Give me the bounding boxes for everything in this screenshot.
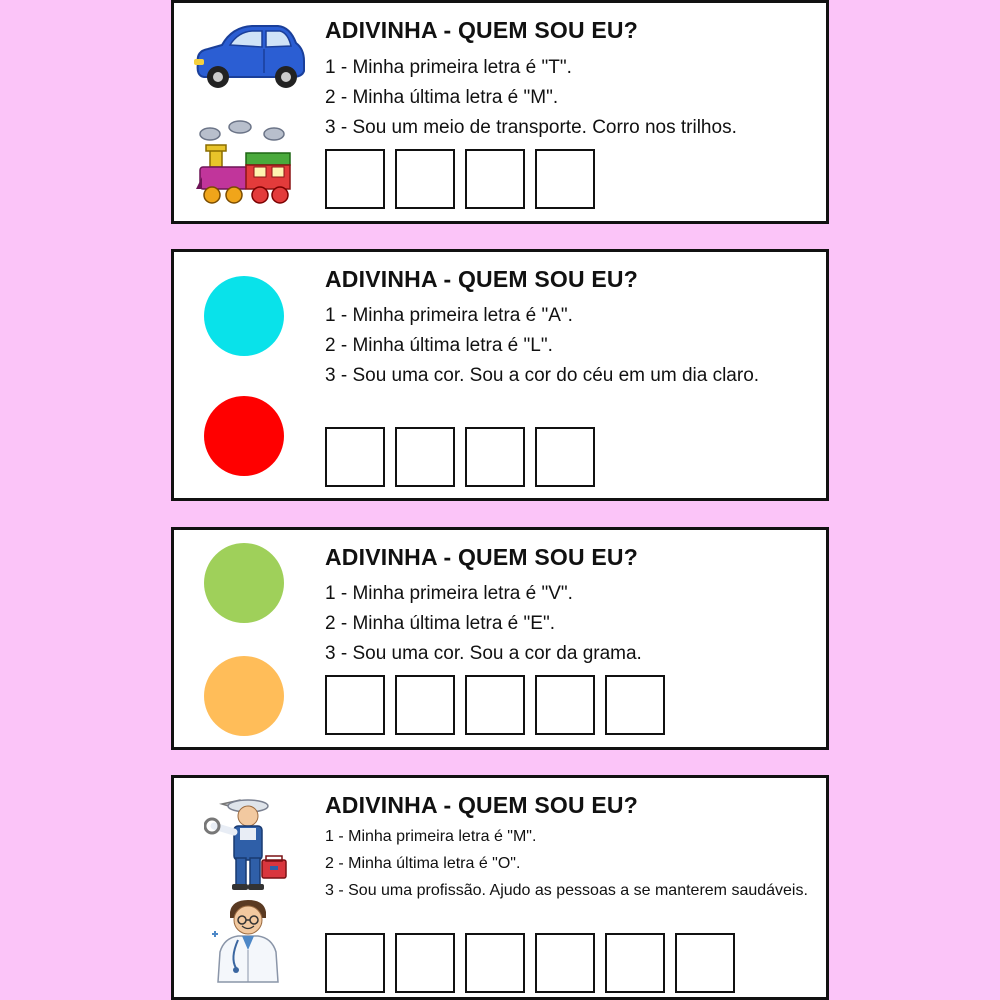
riddle-card-4 xyxy=(171,775,829,1000)
doctor-icon[interactable] xyxy=(208,898,288,984)
riddle-1-clue-3: 3 - Sou um meio de transporte. Corro nos trilhos. xyxy=(325,117,737,138)
riddle-2-answer-boxes xyxy=(325,427,605,487)
mechanic-icon[interactable] xyxy=(204,796,289,894)
riddle-1-title: ADIVINHA - QUEM SOU EU? xyxy=(325,17,638,43)
car-icon[interactable] xyxy=(192,21,307,89)
riddle-2-title: ADIVINHA - QUEM SOU EU? xyxy=(325,266,638,292)
letter-box-3[interactable] xyxy=(465,149,525,209)
riddle-4-clue-2: 2 - Minha última letra é "O". xyxy=(325,855,521,872)
letter-box-3[interactable] xyxy=(465,933,525,993)
riddle-3-clue-2: 2 - Minha última letra é "E". xyxy=(325,613,555,634)
riddle-4-answer-boxes xyxy=(325,933,745,993)
riddle-1-answer-boxes xyxy=(325,149,605,209)
riddle-3-clue-3: 3 - Sou uma cor. Sou a cor da grama. xyxy=(325,643,642,664)
riddle-card-3 xyxy=(171,527,829,750)
letter-box-2[interactable] xyxy=(395,933,455,993)
riddle-2-clue-1: 1 - Minha primeira letra é "A". xyxy=(325,305,573,326)
letter-box-5[interactable] xyxy=(605,675,665,735)
letter-box-6[interactable] xyxy=(675,933,735,993)
riddle-4-title: ADIVINHA - QUEM SOU EU? xyxy=(325,792,638,818)
letter-box-5[interactable] xyxy=(605,933,665,993)
letter-box-4[interactable] xyxy=(535,427,595,487)
riddle-4-clue-1: 1 - Minha primeira letra é "M". xyxy=(325,828,537,845)
letter-box-1[interactable] xyxy=(325,427,385,487)
letter-box-4[interactable] xyxy=(535,933,595,993)
riddle-3-answer-boxes xyxy=(325,675,675,735)
riddle-2-clue-2: 2 - Minha última letra é "L". xyxy=(325,335,553,356)
riddle-1-clue-1: 1 - Minha primeira letra é "T". xyxy=(325,57,572,78)
orange-circle[interactable] xyxy=(204,656,284,736)
train-icon[interactable] xyxy=(194,119,299,211)
letter-box-1[interactable] xyxy=(325,933,385,993)
riddle-2-options xyxy=(174,252,314,498)
riddle-4-clue-3: 3 - Sou uma profissão. Ajudo as pessoas a se manterem saudáveis. xyxy=(325,882,808,899)
green-circle[interactable] xyxy=(204,543,284,623)
red-circle[interactable] xyxy=(204,396,284,476)
riddle-4-options xyxy=(174,778,314,997)
riddle-3-options xyxy=(174,530,314,747)
riddle-2-clue-3: 3 - Sou uma cor. Sou a cor do céu em um dia claro. xyxy=(325,365,760,386)
riddle-1-options xyxy=(174,3,314,221)
riddle-card-2 xyxy=(171,249,829,501)
riddle-1-clue-2: 2 - Minha última letra é "M". xyxy=(325,87,559,108)
letter-box-3[interactable] xyxy=(465,427,525,487)
letter-box-4[interactable] xyxy=(535,675,595,735)
cyan-circle[interactable] xyxy=(204,276,284,356)
riddle-3-title: ADIVINHA - QUEM SOU EU? xyxy=(325,544,638,570)
letter-box-2[interactable] xyxy=(395,149,455,209)
riddle-card-1 xyxy=(171,0,829,224)
letter-box-3[interactable] xyxy=(465,675,525,735)
letter-box-1[interactable] xyxy=(325,675,385,735)
letter-box-4[interactable] xyxy=(535,149,595,209)
letter-box-2[interactable] xyxy=(395,427,455,487)
riddle-3-clue-1: 1 - Minha primeira letra é "V". xyxy=(325,583,573,604)
letter-box-2[interactable] xyxy=(395,675,455,735)
letter-box-1[interactable] xyxy=(325,149,385,209)
